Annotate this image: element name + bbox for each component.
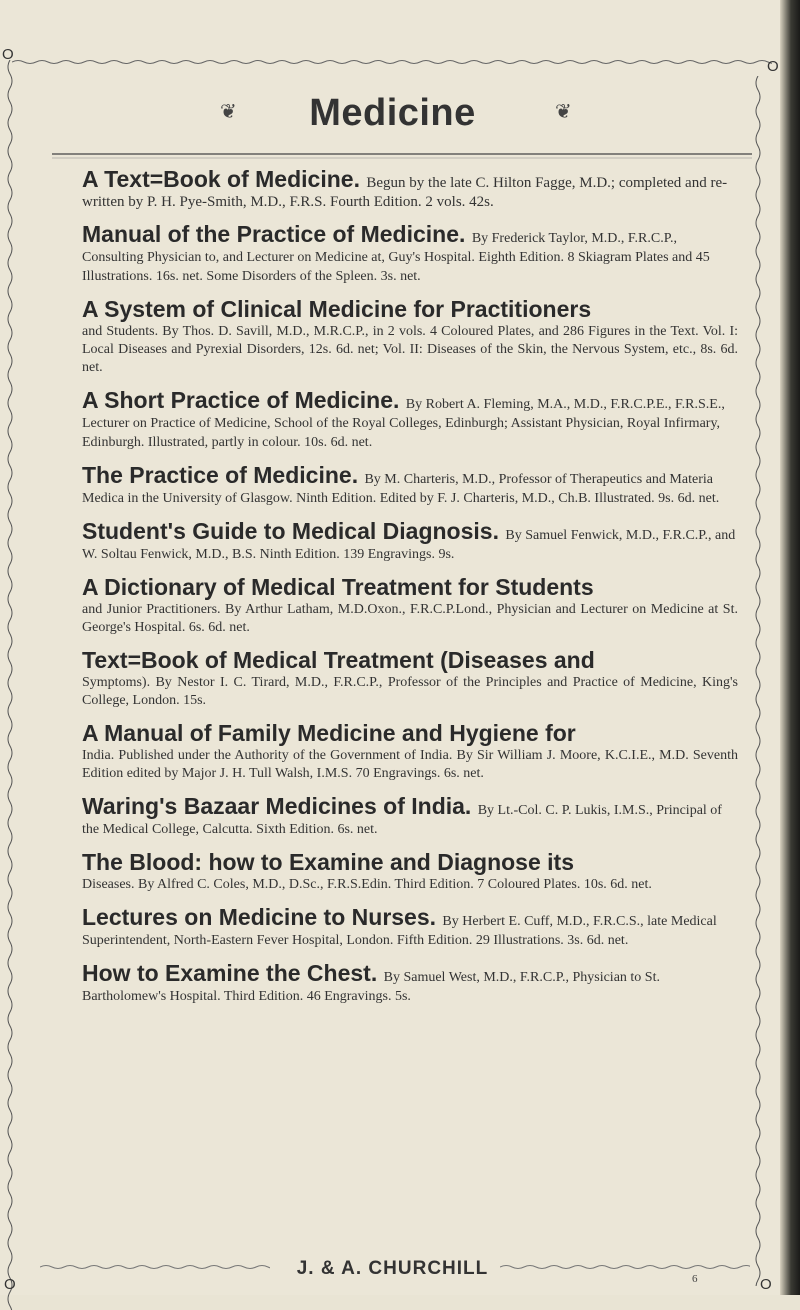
top-wavy-rule (12, 52, 772, 72)
header-rule (52, 150, 752, 162)
right-wavy-border (752, 76, 764, 1286)
book-title: A Short Practice of Medicine. (82, 387, 406, 413)
binding-shadow (780, 0, 800, 1295)
book-title: Student's Guide to Medical Diagnosis. (82, 518, 506, 544)
book-description: By Robert A. Fleming, M.A., M.D., F.R.C.P.E., F.R.S.E., Lecturer on Practice of Medicine, School of the Royal Colleges, Edinburgh; Assistant Physician, Royal Infirmary, Edinburgh. Illustrated, partly in colour. 10s. 6d. net. (82, 397, 725, 450)
publisher-footer: J. & A. CHURCHILL (296, 1258, 489, 1279)
book-title: Manual of the Practice of Medicine. (82, 221, 472, 247)
book-entry (82, 518, 738, 564)
book-entry (82, 904, 738, 950)
book-title: The Practice of Medicine. (82, 462, 365, 488)
book-entry (82, 462, 738, 508)
book-description: and Junior Practitioners. By Arthur Latham, M.D.Oxon., F.R.C.P.Lond., Physician and Lecturer on Medicine at St. George's Hospital. 6s. 6d. net. (82, 602, 738, 635)
book-entry (82, 221, 738, 286)
book-list (82, 166, 738, 1016)
book-description: and Students. By Thos. D. Savill, M.D., M.R.C.P., in 2 vols. 4 Coloured Plates, and 286 Figures in the Text. Vol. I: Local Diseases and Pyrexial Disorders, 12s. 6d. net; Vol. II: Diseases of the Skin, the Nervous System, etc., 8s. 6d. net. (82, 324, 738, 375)
corner-mark-bottom-right: O (760, 1276, 772, 1293)
book-description: By Samuel Fenwick, M.D., F.R.C.P., and W. Soltau Fenwick, M.D., B.S. Ninth Edition. 139 Engravings. 9s. (82, 528, 736, 562)
book-description: Diseases. By Alfred C. Coles, M.D., D.Sc., F.R.S.Edin. Third Edition. 7 Coloured Plates. 10s. 6d. net. (82, 877, 652, 892)
book-entry (82, 849, 738, 894)
book-title: Waring's Bazaar Medicines of India. (82, 793, 478, 819)
book-description: India. Published under the Authority of the Government of India. By Sir William J. Moore, K.C.I.E., M.D. Seventh Edition edited by Major J. H. Tull Walsh, I.M.S. 70 Engravings. 6s. net. (82, 748, 738, 781)
book-entry (82, 720, 738, 783)
book-description: Begun by the late C. Hilton Fagge, M.D.; completed and re-written by P. H. Pye-Smith, M.D., F.R.S. Fourth Edition. 2 vols. 42s. (82, 175, 728, 210)
book-description: By Frederick Taylor, M.D., F.R.C.P., Consulting Physician to, and Lecturer on Medicine at, Guy's Hospital. Eighth Edition. 8 Skiagram Plates and 45 Illustrations. 16s. net. Some Disorders of the Spleen. 3s. net. (82, 231, 710, 284)
book-title: A Text=Book of Medicine. (82, 166, 367, 192)
corner-mark-bottom-left: O (4, 1276, 16, 1293)
book-title: A Dictionary of Medical Treatment for Students (82, 574, 594, 600)
book-title: Text=Book of Medical Treatment (Diseases and (82, 647, 595, 673)
book-entry (82, 793, 738, 839)
book-description: Symptoms). By Nestor I. C. Tirard, M.D., F.R.C.P., Professor of the Principles and Practice of Medicine, King's College, London. 15s. (82, 675, 738, 708)
left-wavy-border (4, 60, 16, 1310)
book-title: A Manual of Family Medicine and Hygiene for (82, 720, 576, 746)
book-entry (82, 647, 738, 710)
book-entry (82, 574, 738, 637)
book-entry (82, 387, 738, 452)
page-number: 6 (692, 1273, 698, 1285)
page-title: Medicine (309, 92, 476, 134)
ornament-right-icon: ❦ (555, 101, 572, 123)
corner-mark-top-left: O (2, 46, 14, 63)
book-title: Lectures on Medicine to Nurses. (82, 904, 443, 930)
ornament-left-icon: ❦ (220, 101, 237, 123)
book-description: By Lt.-Col. C. P. Lukis, I.M.S., Principal of the Medical College, Calcutta. Sixth Edition. 6s. net. (82, 803, 722, 837)
book-title: A System of Clinical Medicine for Practitioners (82, 296, 592, 322)
book-entry (82, 960, 738, 1006)
corner-mark-top-right: O (767, 58, 779, 75)
book-description: By Samuel West, M.D., F.R.C.P., Physician to St. Bartholomew's Hospital. Third Edition. 46 Engravings. 5s. (82, 970, 660, 1004)
footer-wave-right (500, 1262, 750, 1272)
book-description: By Herbert E. Cuff, M.D., F.R.C.S., late Medical Superintendent, North-Eastern Fever Hospital, London. Fifth Edition. 29 Illustrations. 3s. 6d. net. (82, 914, 717, 948)
book-description: By M. Charteris, M.D., Professor of Therapeutics and Materia Medica in the University of Glasgow. Ninth Edition. Edited by F. J. Charteris, M.D., Ch.B. Illustrated. 9s. 6d. net. (82, 472, 720, 506)
book-entry (82, 296, 738, 377)
book-entry (82, 166, 738, 211)
book-title: The Blood: how to Examine and Diagnose its (82, 849, 574, 875)
book-title: How to Examine the Chest. (82, 960, 384, 986)
